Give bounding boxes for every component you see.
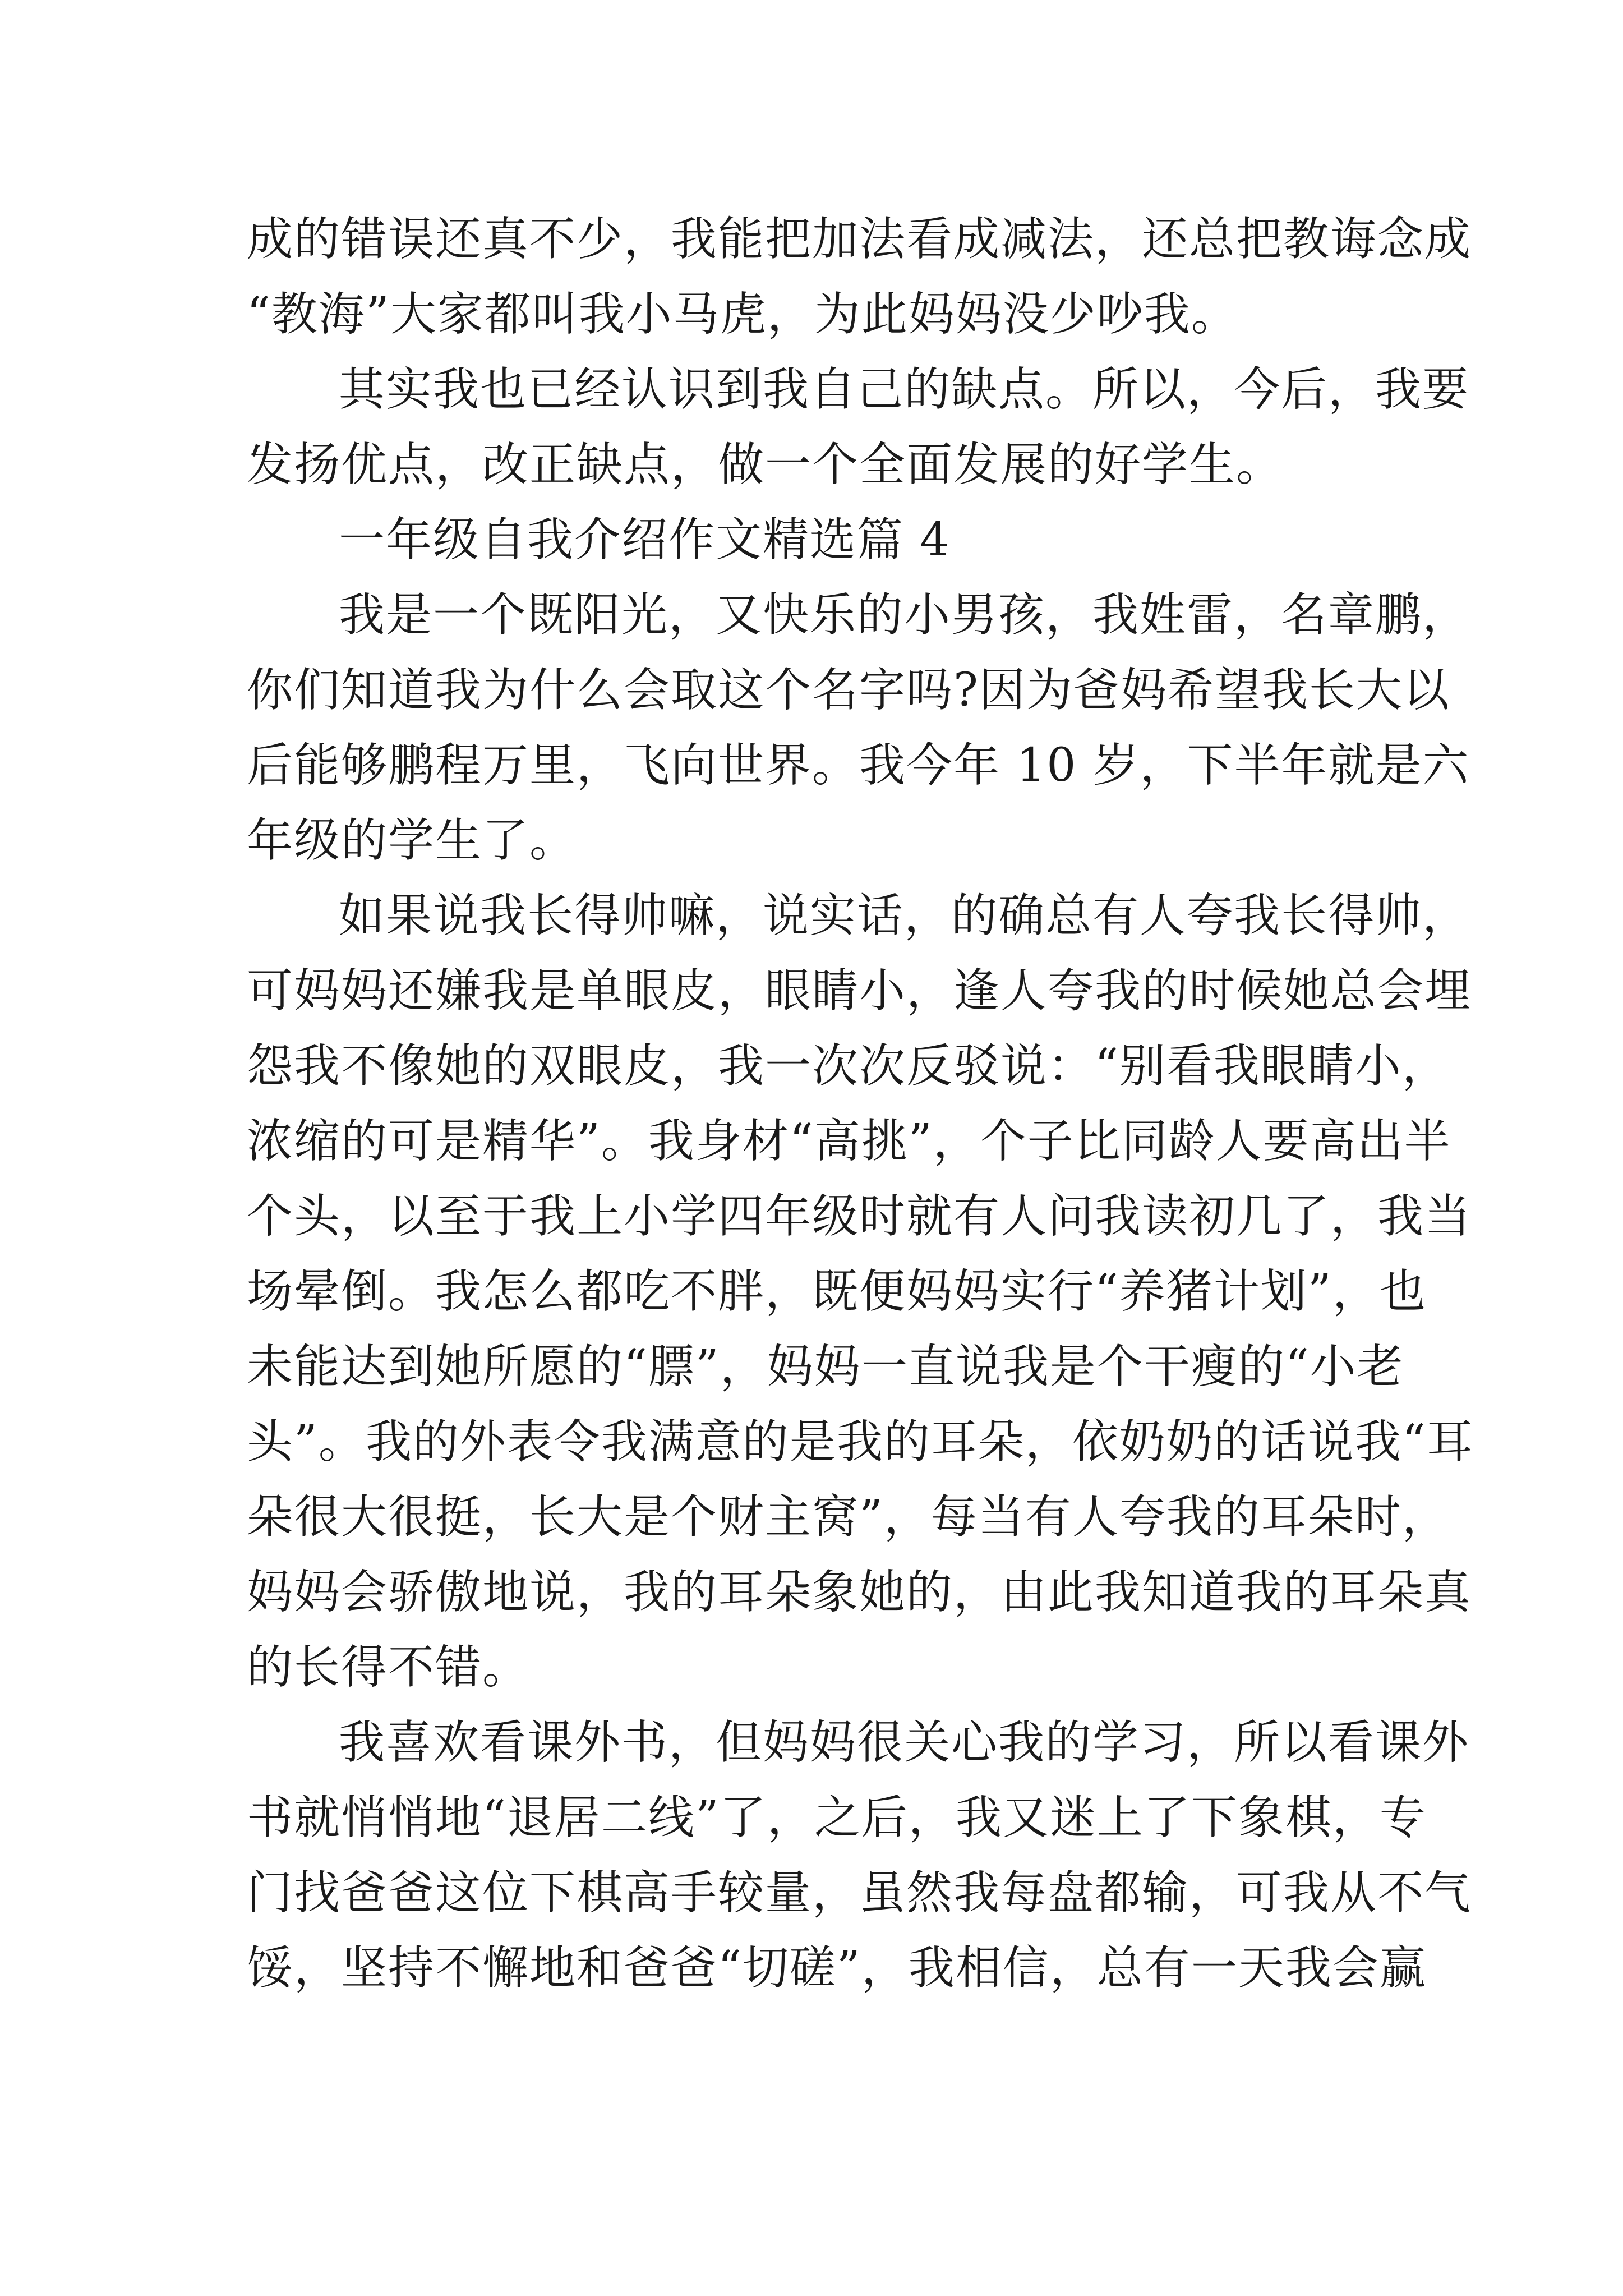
text-line: 浓缩的可是精华”。我身材“高挑”，个子比同龄人要高出半 <box>247 1115 1451 1168</box>
text-line: 妈妈会骄傲地说，我的耳朵象她的，由此我知道我的耳朵真 <box>247 1566 1472 1619</box>
text-line: 后能够鹏程万里，飞向世界。我今年 10 岁，下半年就是六 <box>247 739 1470 792</box>
text-line: 发扬优点，改正缺点，做一个全面发展的好学生。 <box>247 438 1284 491</box>
text-line: 你们知道我为什么会取这个名字吗?因为爸妈希望我长大以 <box>247 664 1450 717</box>
text-line: 门找爸爸这位下棋高手较量，虽然我每盘都输，可我从不气 <box>247 1866 1472 1920</box>
text-line: 的长得不错。 <box>247 1641 530 1694</box>
text-line: 年级的学生了。 <box>247 814 577 867</box>
text-line: 我喜欢看课外书，但妈妈很关心我的学习，所以看课外 <box>339 1716 1470 1769</box>
text-line: 未能达到她所愿的“膘”，妈妈一直说我是个干瘦的“小老 <box>247 1340 1404 1393</box>
text-line: 如果说我长得帅嘛，说实话，的确总有人夸我长得帅， <box>339 889 1470 942</box>
text-line: 个头，以至于我上小学四年级时就有人问我读初几了，我当 <box>247 1190 1472 1243</box>
text-line: 可妈妈还嫌我是单眼皮，眼睛小，逢人夸我的时候她总会埋 <box>247 964 1472 1018</box>
text-line: 书就悄悄地“退居二线”了，之后，我又迷上了下象棋，专 <box>247 1791 1427 1844</box>
text-line: 头”。我的外表令我满意的是我的耳朵，依奶奶的话说我“耳 <box>247 1415 1474 1469</box>
section-heading: 一年级自我介绍作文精选篇 4 <box>339 513 951 567</box>
text-line: 朵很大很挺，长大是个财主窝”，每当有人夸我的耳朵时， <box>247 1490 1449 1544</box>
text-line: 其实我也已经认识到我自己的缺点。所以，今后，我要 <box>339 363 1470 416</box>
text-line: 成的错误还真不少，我能把加法看成减法，还总把教诲念成 <box>247 213 1472 266</box>
text-line: 场晕倒。我怎么都吃不胖，既便妈妈实行“养猪计划”，也 <box>247 1265 1427 1318</box>
text-line: “教海”大家都叫我小马虎，为此妈妈没少吵我。 <box>247 288 1238 341</box>
text-line: 怨我不像她的双眼皮，我一次次反驳说：“别看我眼睛小， <box>247 1039 1449 1093</box>
document-body <box>247 202 1474 2006</box>
text-line: 馁，坚持不懈地和爸爸“切磋”，我相信，总有一天我会赢 <box>247 1941 1427 1995</box>
text-line: 我是一个既阳光，又快乐的小男孩，我姓雷，名章鹏， <box>339 588 1470 642</box>
